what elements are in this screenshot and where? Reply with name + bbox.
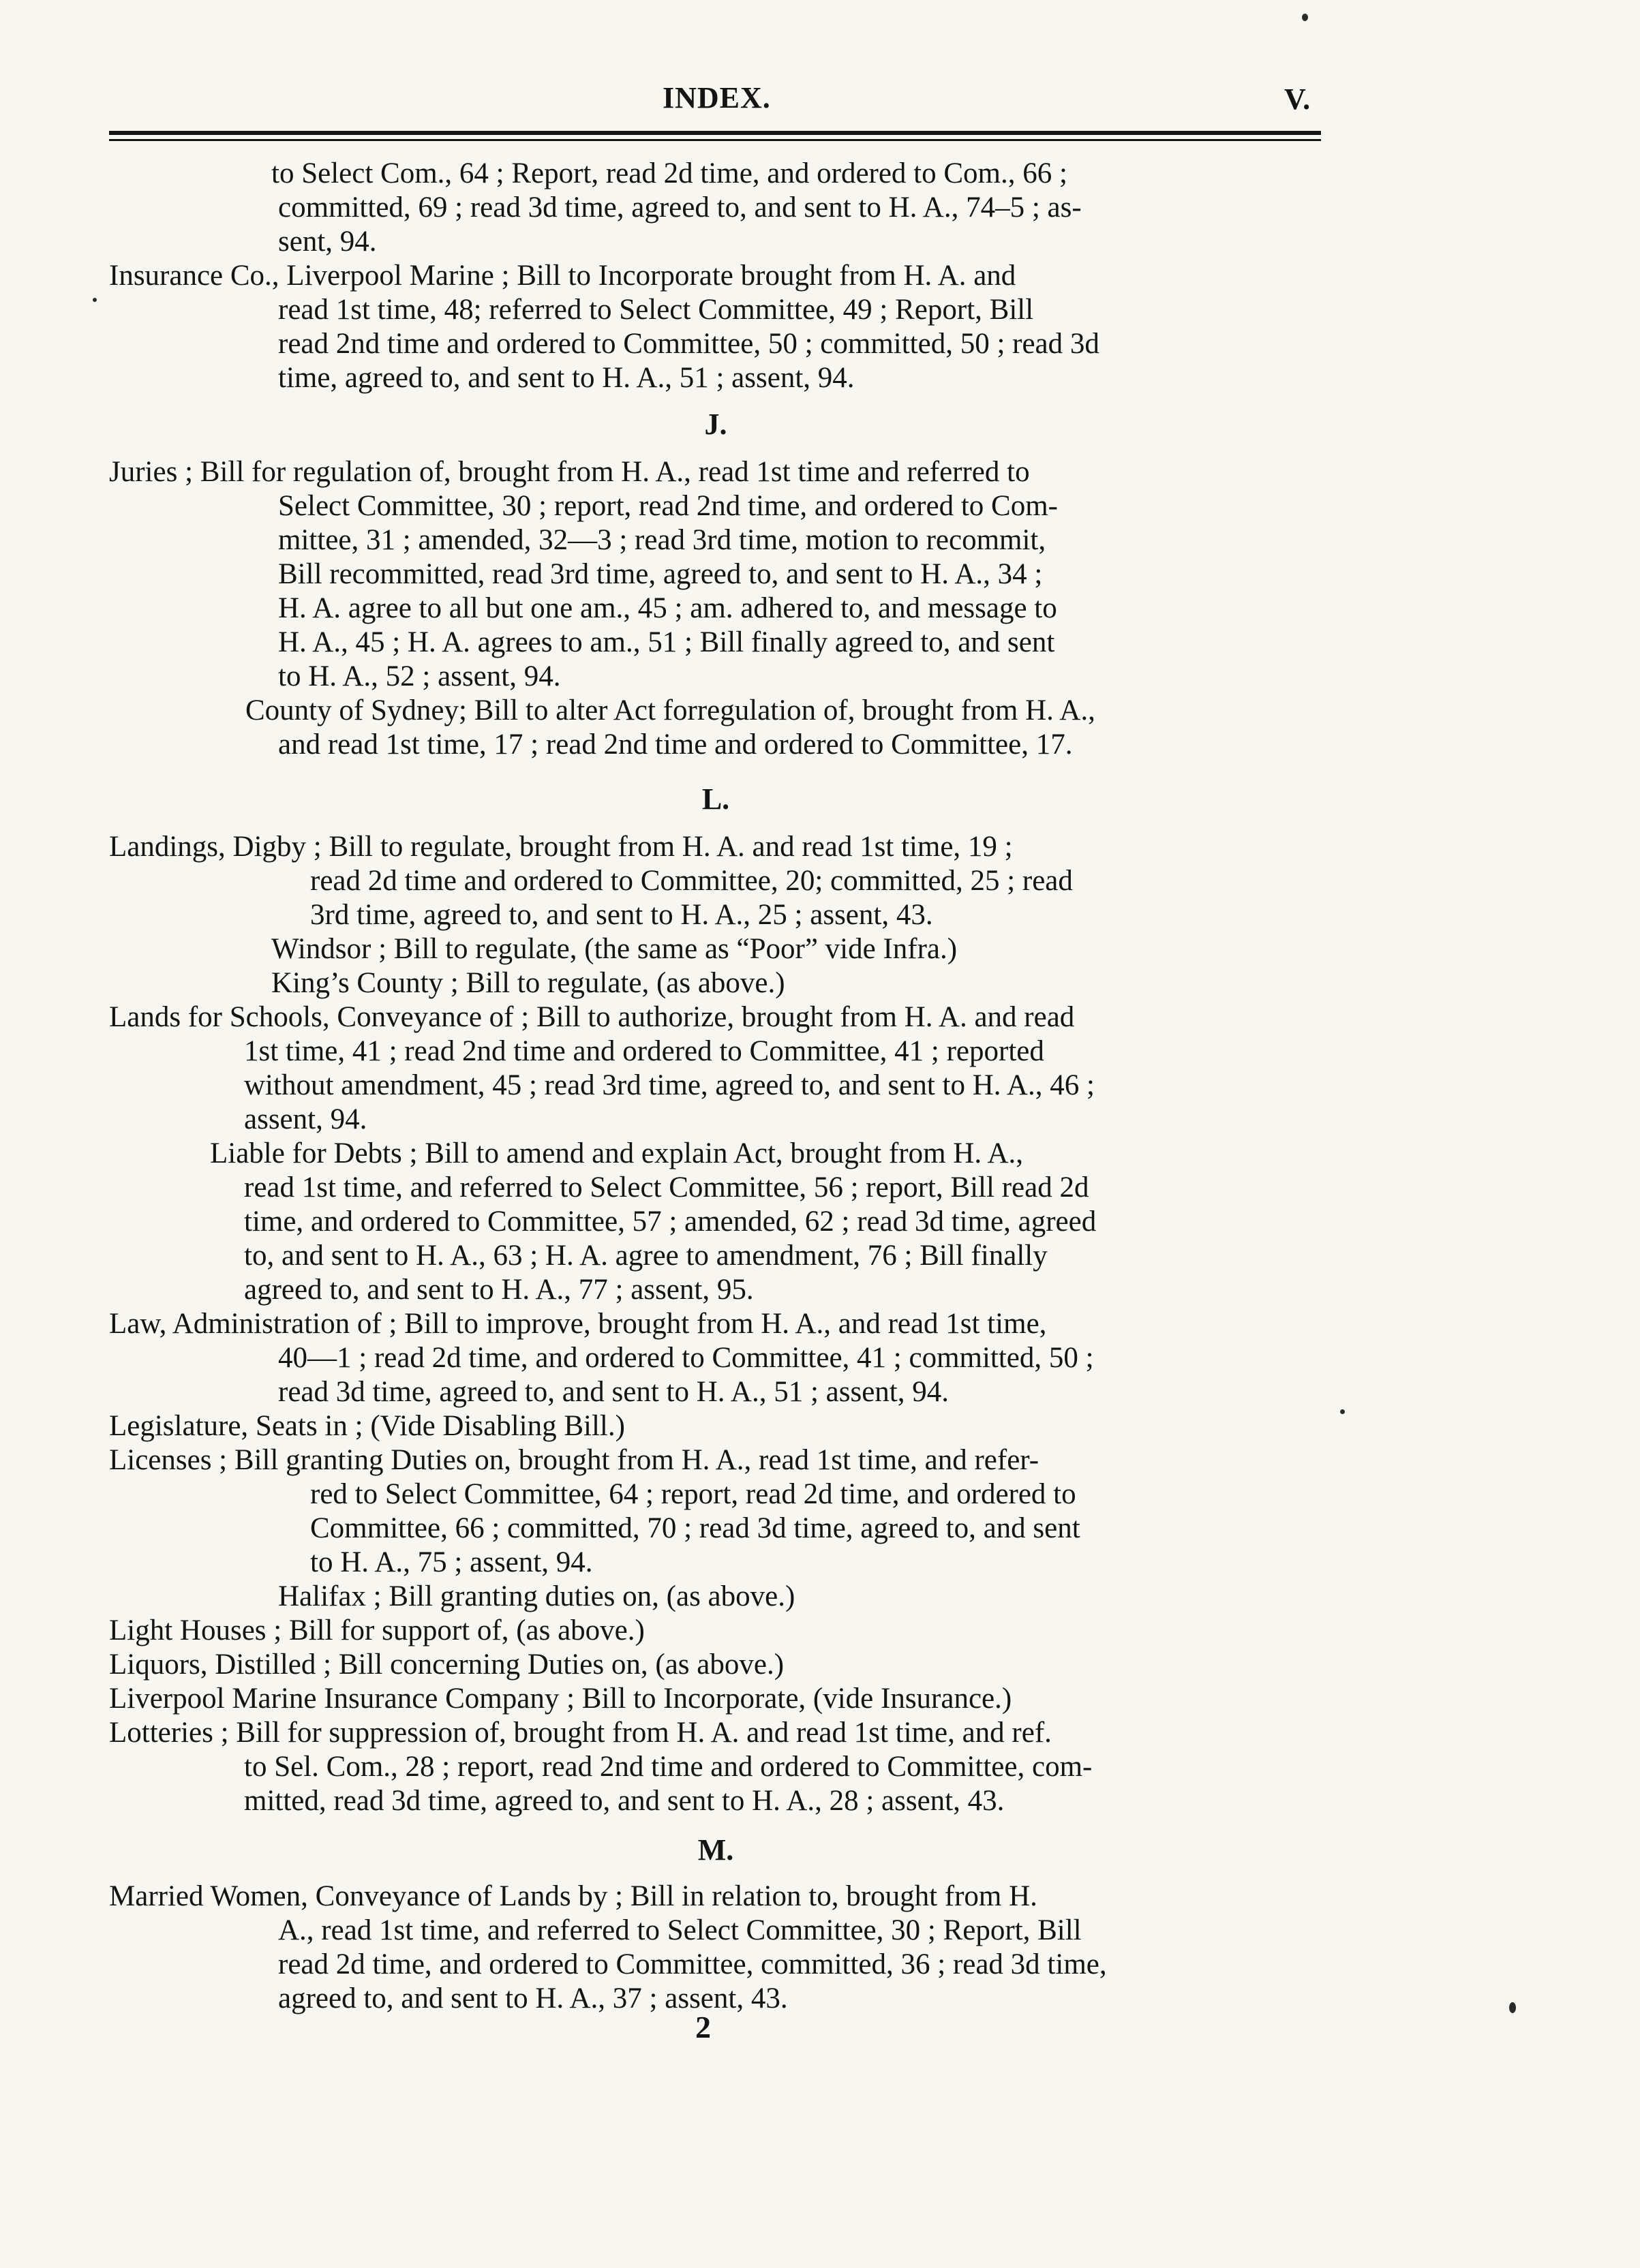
entry-line: agreed to, and sent to H. A., 77 ; assent, 95. [244,1274,754,1306]
entry-line: Windsor ; Bill to regulate, (the same as “Poor” vide Infra.) [271,933,958,965]
entry-line: 3rd time, agreed to, and sent to H. A., 25 ; assent, 43. [310,899,933,931]
entry-line: Legislature, Seats in ; (Vide Disabling Bill.) [109,1410,625,1442]
entry-line: 40—1 ; read 2d time, and ordered to Committee, 41 ; committed, 50 ; [278,1342,1094,1374]
entry-line: Liquors, Distilled ; Bill concerning Duties on, (as above.) [109,1649,785,1681]
entry-line: Married Women, Conveyance of Lands by ; Bill in relation to, brought from H. [109,1880,1037,1912]
entry-line: to H. A., 52 ; assent, 94. [278,660,561,692]
entry-line: Bill recommitted, read 3rd time, agreed to, and sent to H. A., 34 ; [278,558,1043,590]
entry-line: H. A., 45 ; H. A. agrees to am., 51 ; Bill finally agreed to, and sent [278,626,1055,658]
ink-speck [1340,1409,1345,1414]
entry-line: to, and sent to H. A., 63 ; H. A. agree to amendment, 76 ; Bill finally [244,1240,1048,1272]
entry-line: Insurance Co., Liverpool Marine ; Bill to Incorporate brought from H. A. and [109,260,1016,292]
entry-line: without amendment, 45 ; read 3rd time, agreed to, and sent to H. A., 46 ; [244,1069,1095,1101]
entry-line: to Sel. Com., 28 ; report, read 2nd time and ordered to Committee, com- [244,1751,1093,1783]
page-number: V. [1284,82,1311,116]
entry-line: agreed to, and sent to H. A., 37 ; assent, 43. [278,1982,788,2014]
entry-line: Juries ; Bill for regulation of, brought from H. A., read 1st time and referred to [109,456,1030,488]
entry-line: to H. A., 75 ; assent, 94. [310,1546,593,1578]
entry-line: Lotteries ; Bill for suppression of, brought from H. A. and read 1st time, and ref. [109,1717,1052,1749]
entry-line: Licenses ; Bill granting Duties on, brought from H. A., read 1st time, and refer- [109,1444,1039,1476]
entry-line: read 2d time and ordered to Committee, 20; committed, 25 ; read [310,865,1073,897]
ink-speck [1302,14,1308,21]
entry-line: Halifax ; Bill granting duties on, (as above.) [278,1580,795,1612]
header-rule-thick [109,131,1321,135]
section-letter-m: M. [697,1833,734,1867]
entry-line: assent, 94. [244,1103,367,1135]
ink-speck [1509,2002,1516,2013]
entry-line: Lands for Schools, Conveyance of ; Bill to authorize, brought from H. A. and read [109,1001,1075,1033]
entry-line: red to Select Committee, 64 ; report, read 2d time, and ordered to [310,1478,1076,1510]
entry-line: read 1st time, 48; referred to Select Committee, 49 ; Report, Bill [278,294,1034,326]
ink-speck [93,298,97,302]
entry-line: sent, 94. [278,226,377,258]
entry-line: H. A. agree to all but one am., 45 ; am. adhered to, and message to [278,592,1057,624]
entry-line: County of Sydney; Bill to alter Act forregulation of, brought from H. A., [245,694,1095,726]
entry-line: Committee, 66 ; committed, 70 ; read 3d time, agreed to, and sent [310,1512,1080,1544]
signature-mark: 2 [695,2010,711,2044]
entry-line: and read 1st time, 17 ; read 2nd time and ordered to Committee, 17. [278,729,1073,761]
entry-line: King’s County ; Bill to regulate, (as above.) [271,967,785,999]
entry-line: Select Committee, 30 ; report, read 2nd time, and ordered to Com- [278,490,1058,522]
entry-line: time, and ordered to Committee, 57 ; amended, 62 ; read 3d time, agreed [244,1206,1097,1238]
entry-line: 1st time, 41 ; read 2nd time and ordered to Committee, 41 ; reported [244,1035,1044,1067]
entry-line: Law, Administration of ; Bill to improve, brought from H. A., and read 1st time, [109,1308,1047,1340]
running-header-title: INDEX. [663,81,771,114]
header-rule-thin [109,139,1321,141]
entry-line: read 2d time, and ordered to Committee, committed, 36 ; read 3d time, [278,1948,1107,1980]
entry-line: Liverpool Marine Insurance Company ; Bill to Incorporate, (vide Insurance.) [109,1683,1012,1715]
entry-line: time, agreed to, and sent to H. A., 51 ; assent, 94. [278,362,855,394]
entry-line: Liable for Debts ; Bill to amend and explain Act, brought from H. A., [210,1137,1024,1169]
entry-line: to Select Com., 64 ; Report, read 2d time, and ordered to Com., 66 ; [271,157,1067,189]
entry-line: Light Houses ; Bill for support of, (as above.) [109,1614,645,1646]
entry-line: A., read 1st time, and referred to Select Committee, 30 ; Report, Bill [278,1914,1082,1946]
entry-line: Landings, Digby ; Bill to regulate, brought from H. A. and read 1st time, 19 ; [109,831,1013,863]
section-letter-j: J. [704,408,727,441]
entry-line: read 1st time, and referred to Select Committee, 56 ; report, Bill read 2d [244,1171,1089,1204]
entry-line: mitted, read 3d time, agreed to, and sent to H. A., 28 ; assent, 43. [244,1785,1005,1817]
entry-line: read 2nd time and ordered to Committee, 50 ; committed, 50 ; read 3d [278,328,1099,360]
section-letter-l: L. [701,782,730,816]
entry-line: read 3d time, agreed to, and sent to H. A., 51 ; assent, 94. [278,1376,950,1408]
entry-line: mittee, 31 ; amended, 32—3 ; read 3rd time, motion to recommit, [278,524,1046,556]
entry-line: committed, 69 ; read 3d time, agreed to, and sent to H. A., 74–5 ; as- [278,191,1082,224]
